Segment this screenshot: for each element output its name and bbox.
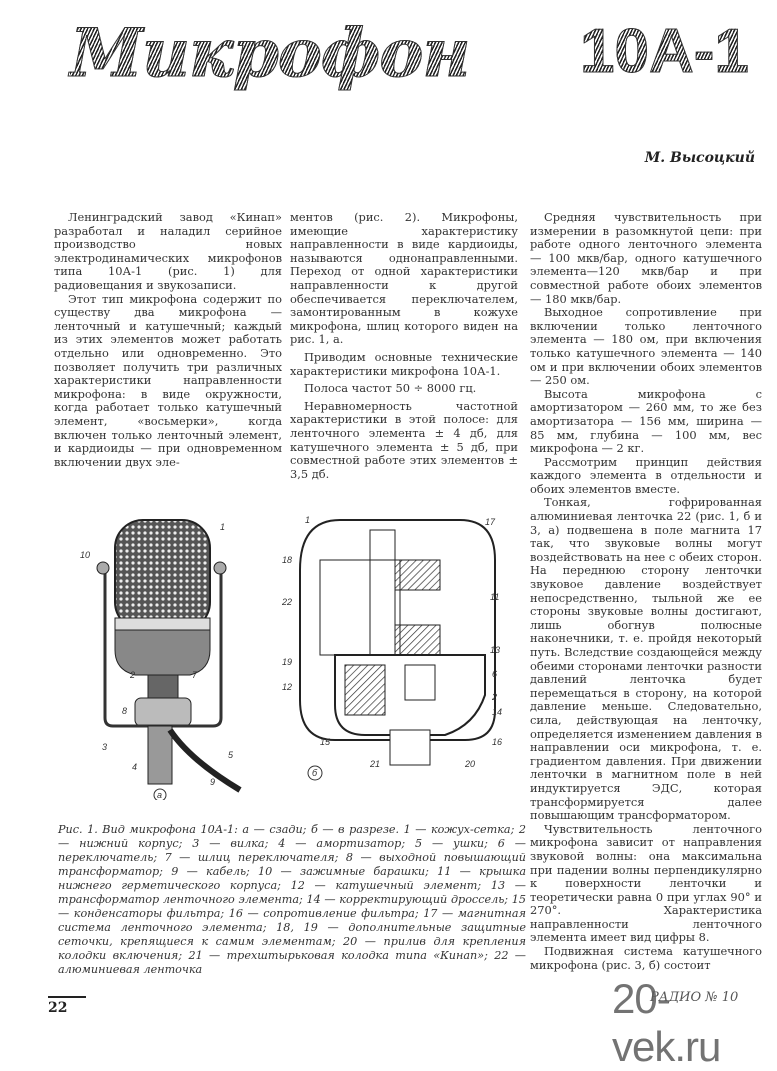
wing-nut-right <box>214 562 226 574</box>
paragraph: Подвижная система катушечного микрофона (рис. 3, б) состоит <box>530 944 762 972</box>
svg-text:6: 6 <box>492 669 498 679</box>
figure-microphone-cross-section <box>280 505 520 795</box>
watermark: 20-vek.ru <box>612 975 721 1070</box>
paragraph: Тонкая, гофрированная алюминиевая ленточка 22 (рис. 1, б и 3, а) подвешена в поле магнита 17 так, что звуковые волны могут воздействовать на нее с обеих сторон. На переднюю сторону ленточки звуковое давление воздействует непосредственно, тыльной же ее стороны звуковые волны достигают, лишь обогнув полюсные наконечники, т. е. пройдя некоторый путь. Вследствие создающейся между обеими сторонами ленточки разности давлений ленточка будет перемещаться в сторону, на которой давление меньше. Следовательно, сила, действующая на ленточку, определяется изменением давления в направлении оси микрофона, т. е. градиентом давления. При движении ленточки в магнитном поле в ней индуктируется ЭДС, которая трансформируется далее повышающим трансформатором. <box>530 495 762 823</box>
svg-text:19: 19 <box>282 657 293 667</box>
coil-element <box>345 665 385 715</box>
magnet-upper <box>395 560 440 590</box>
figure-microphone-rear-view <box>70 500 270 800</box>
paragraph: Приводим основные технические характеристики микрофона 10А-1. <box>290 349 518 378</box>
paragraph: Ленинградский завод «Кинап» разработал и наладил серийное производство новых электродинамических микрофонов типа 10А-1 (рис. 1) для радиовещания и звукозаписи. <box>54 210 282 292</box>
microphone-neck <box>148 675 178 700</box>
transformer-ribbon <box>405 665 435 700</box>
text-column-2 <box>290 211 518 481</box>
ribbon-frame <box>320 560 400 655</box>
title-model: 10А-1 <box>580 12 749 92</box>
text-column-3 <box>530 211 762 972</box>
microphone-lower-body <box>115 630 210 675</box>
svg-text:5: 5 <box>228 750 234 760</box>
paragraph: Средняя чувствительность при измерении в разомкнутой цепи: при работе одного ленточного элемента — 100 мкв/бар, одного катушечного элемента—120 мкв/бар и при совместной работе обоих элементов — 180 мкв/бар. <box>530 210 762 306</box>
microphone-grille <box>115 520 210 630</box>
svg-text:1: 1 <box>220 522 226 532</box>
figure-tag-b: б <box>312 768 318 778</box>
text-column-1 <box>54 211 282 469</box>
article-title <box>40 8 760 108</box>
svg-text:7: 7 <box>192 670 198 680</box>
svg-text:9: 9 <box>210 777 216 787</box>
figure-tag-a: а <box>157 790 163 800</box>
cable <box>170 730 240 790</box>
connector-block <box>390 730 430 765</box>
paragraph: Высота микрофона с амортизатором — 260 мм, то же без амортизатора — 156 мм, ширина — 85 мм, глубина — 100 мм, вес микрофона — 2 кг. <box>530 386 762 456</box>
svg-text:11: 11 <box>490 592 500 602</box>
paragraph: Выходное сопротивление при включении только ленточного элемента — 180 ом, при включения только катушечного элемента — 140 ом и при включении обоих элементов — 250 ом. <box>530 305 762 388</box>
svg-text:4: 4 <box>132 762 138 772</box>
paragraph: ментов (рис. 2). Микрофоны, имеющие характеристику направленности в виде кардиоиды, называются однонаправленными. Переход от одной характеристики направленности к другой обеспечивается переключателем, замонтированным в кожухе микрофона, шлиц которого виден на рис. 1, а. <box>290 210 518 347</box>
svg-text:16: 16 <box>492 737 503 747</box>
figure-caption: Рис. 1. Вид микрофона 10А-1: а — сзади; б — в разрезе. 1 — кожух-сетка; 2 — нижний корпус; 3 — вилка; 4 — амортизатор; 5 — ушки; 6 — переключатель; 7 — шлиц переключателя; 8 — выходной повышающий трансформатор; 9 — кабель; 10 — зажимные барашки; 11 — крышка нижнего герметического корпуса; 12 — катушечный элемент; 13 — трансформатор ленточного элемента; 14 — корректирующий дроссель; 15 — конденсаторы фильтра; 16 — сопротивление фильтра; 17 — магнитная система ленточного элемента; 18, 19 — дополнительные защитные сеточки, крепящиеся к самим элементам; 20 — прилив для крепления колодки включения; 21 — трехштырьковая колодка типа «Кинап»; 22 — алюминиевая ленточка <box>58 823 526 976</box>
title-script: Микрофон <box>70 8 470 98</box>
author: М. Высоцкий <box>644 150 755 166</box>
svg-text:13: 13 <box>490 645 501 655</box>
svg-text:22: 22 <box>282 597 293 607</box>
microphone-ring <box>115 618 210 630</box>
magnet-lower <box>395 625 440 655</box>
svg-text:1: 1 <box>305 515 311 525</box>
svg-text:2: 2 <box>492 692 498 702</box>
page-number: 22 <box>48 1000 68 1016</box>
svg-text:20: 20 <box>465 759 476 769</box>
paragraph: Чувствительность ленточного микрофона зависит от направления звуковой волны: она максимальна при падении волны перпендикулярно к поверхности ленточки и теоретически равна 0 при углах 90° и 270°. Характеристика направленности ленточного элемента имеет вид цифры 8. <box>530 821 762 945</box>
paragraph: Полоса частот 50 ÷ 8000 гц. <box>304 381 477 396</box>
journal-footer: РАДИО № 10 <box>650 990 739 1005</box>
paragraph: Неравномерность частотной характеристики в этой полосе: для ленточного элемента ± 4 дб, для катушечного элемента ± 5 дб, при совместной работе этих элементов ± 3,5 дб. <box>290 398 518 481</box>
page-rule <box>48 996 86 998</box>
shock-mount <box>148 726 172 784</box>
svg-text:2: 2 <box>130 670 136 680</box>
transformer <box>135 698 191 726</box>
svg-text:18: 18 <box>282 555 293 565</box>
svg-text:3: 3 <box>102 742 108 752</box>
paragraph: Этот тип микрофона содержит по существу два микрофона — ленточный и катушечный; каждый из этих элементов может работать отдельно или одновременно. Это позволяет получить три различных характеристики направленности микрофона: в виде окружности, когда работает только катушечный элемент, «восьмерки», когда включен только ленточный элемент, и кардиоиды — при одновременном включении двух эле- <box>54 291 282 469</box>
wing-nut-left <box>97 562 109 574</box>
svg-text:21: 21 <box>370 759 381 769</box>
paragraph: Рассмотрим принцип действия каждого элемента в отдельности и обоих элементов вместе. <box>530 454 762 496</box>
svg-text:17: 17 <box>485 517 496 527</box>
pole-piece <box>370 530 395 655</box>
svg-text:10: 10 <box>80 550 91 560</box>
svg-text:14: 14 <box>492 707 503 717</box>
svg-text:15: 15 <box>320 737 331 747</box>
svg-text:12: 12 <box>282 682 293 692</box>
svg-text:8: 8 <box>122 706 128 716</box>
